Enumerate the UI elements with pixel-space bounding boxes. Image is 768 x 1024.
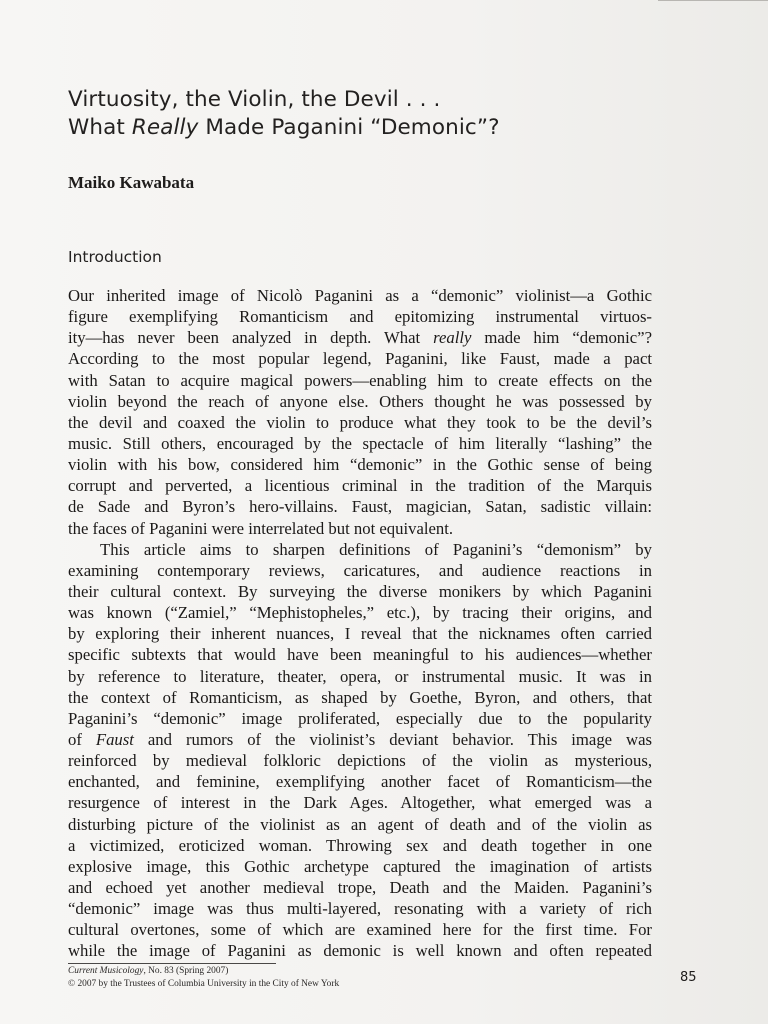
- body-line: explosive image, this Gothic archetype captured the imagination of artists: [68, 856, 652, 876]
- page-number: 85: [680, 970, 697, 985]
- body-line: violin with his bow, considered him “demonic” in the Gothic sense of being: [68, 455, 652, 475]
- body-line: by exploring their inherent nuances, I reveal that the nicknames often carried: [68, 624, 652, 644]
- body-line: enchanted, and feminine, exemplifying another facet of Romanticism—the: [68, 772, 652, 792]
- body-line: Paganini’s “demonic” image proliferated, especially due to the popularity: [68, 708, 652, 728]
- body-line: corrupt and perverted, a licentious criminal in the tradition of the Marquis: [68, 476, 652, 496]
- journal-name: Current Musicology: [68, 966, 144, 976]
- body-line: violin beyond the reach of anyone else. Others thought he was possessed by: [68, 391, 652, 411]
- section-heading: Introduction: [68, 248, 162, 266]
- body-line: resurgence of interest in the Dark Ages. Altogether, what emerged was a: [68, 793, 652, 813]
- body-line: [68, 729, 652, 750]
- footnote: [68, 965, 339, 990]
- body-line-part: ity—has never been analyzed in depth. What: [68, 328, 434, 348]
- body-line: Our inherited image of Nicolò Paganini as a “demonic” violinist—a Gothic: [68, 286, 652, 305]
- body-line-part: made him “demonic”?: [471, 328, 653, 348]
- body-emphasis: really: [433, 328, 472, 348]
- body-line: the context of Romanticism, as shaped by Goethe, Byron, and others, that: [68, 687, 652, 707]
- article-title: [68, 86, 708, 142]
- body-line: by reference to literature, theater, opera, or instrumental music. It was in: [68, 666, 652, 686]
- title-line-2-prefix: What: [68, 115, 132, 140]
- body-line: a victimized, eroticized woman. Throwing sex and death together in one: [68, 835, 652, 855]
- journal-citation: [68, 965, 339, 978]
- body-line: the devil and coaxed the violin to produce what they took to be the devil’s: [68, 412, 652, 432]
- body-line-part: and rumors of the violinist’s deviant behavior. This image was: [133, 729, 653, 749]
- body-line: de Sade and Byron’s hero-villains. Faust, magician, Satan, sadistic villain:: [68, 497, 652, 517]
- body-line: and echoed yet another medieval trope, Death and the Maiden. Paganini’s: [68, 877, 652, 897]
- body-line: cultural overtones, some of which are examined here for the first time. For: [68, 920, 652, 940]
- copyright-notice: © 2007 by the Trustees of Columbia University in the City of New York: [68, 978, 340, 989]
- body-line: while the image of Paganini as demonic is well known and often repeated: [68, 941, 652, 961]
- body-line: their cultural context. By surveying the diverse monikers by which Paganini: [68, 581, 652, 601]
- body-line: According to the most popular legend, Paganini, like Faust, made a pact: [68, 349, 652, 369]
- title-line-2-suffix: Made Paganini “Demonic”?: [198, 115, 500, 140]
- body-line: [68, 327, 652, 348]
- body-line: This article aims to sharpen definitions of Paganini’s “demonism” by: [100, 539, 652, 559]
- author-name: Maiko Kawabata: [68, 173, 195, 192]
- title-line-2: [68, 114, 708, 142]
- body-line: examining contemporary reviews, caricatures, and audience reactions in: [68, 560, 652, 580]
- body-line: “demonic” image was thus multi-layered, resonating with a variety of rich: [68, 899, 652, 919]
- body-line: with Satan to acquire magical powers—enabling him to create effects on the: [68, 370, 652, 390]
- title-line-1: Virtuosity, the Violin, the Devil . . .: [68, 87, 441, 112]
- journal-issue: , No. 83 (Spring 2007): [143, 966, 229, 976]
- body-line: disturbing picture of the violinist as an agent of death and of the violin as: [68, 814, 652, 834]
- body-line: was known (“Zamiel,” “Mephistopheles,” etc.), by tracing their origins, and: [68, 603, 652, 623]
- body-line: figure exemplifying Romanticism and epitomizing instrumental virtuos-: [68, 307, 652, 327]
- body-line: reinforced by medieval folkloric depictions of the violin as mysterious,: [68, 751, 652, 771]
- footnote-divider: [68, 963, 276, 964]
- body-emphasis: Faust: [95, 729, 134, 749]
- body-line: music. Still others, encouraged by the spectacle of him literally “lashing” the: [68, 433, 652, 453]
- body-text: [68, 285, 652, 962]
- body-line: specific subtexts that would have been meaningful to his audiences—whether: [68, 645, 652, 665]
- page-edge: [658, 0, 768, 7]
- body-line: the faces of Paganini were interrelated but not equivalent.: [68, 518, 454, 538]
- title-emphasis: Really: [131, 115, 199, 140]
- body-line-part: of: [68, 729, 96, 749]
